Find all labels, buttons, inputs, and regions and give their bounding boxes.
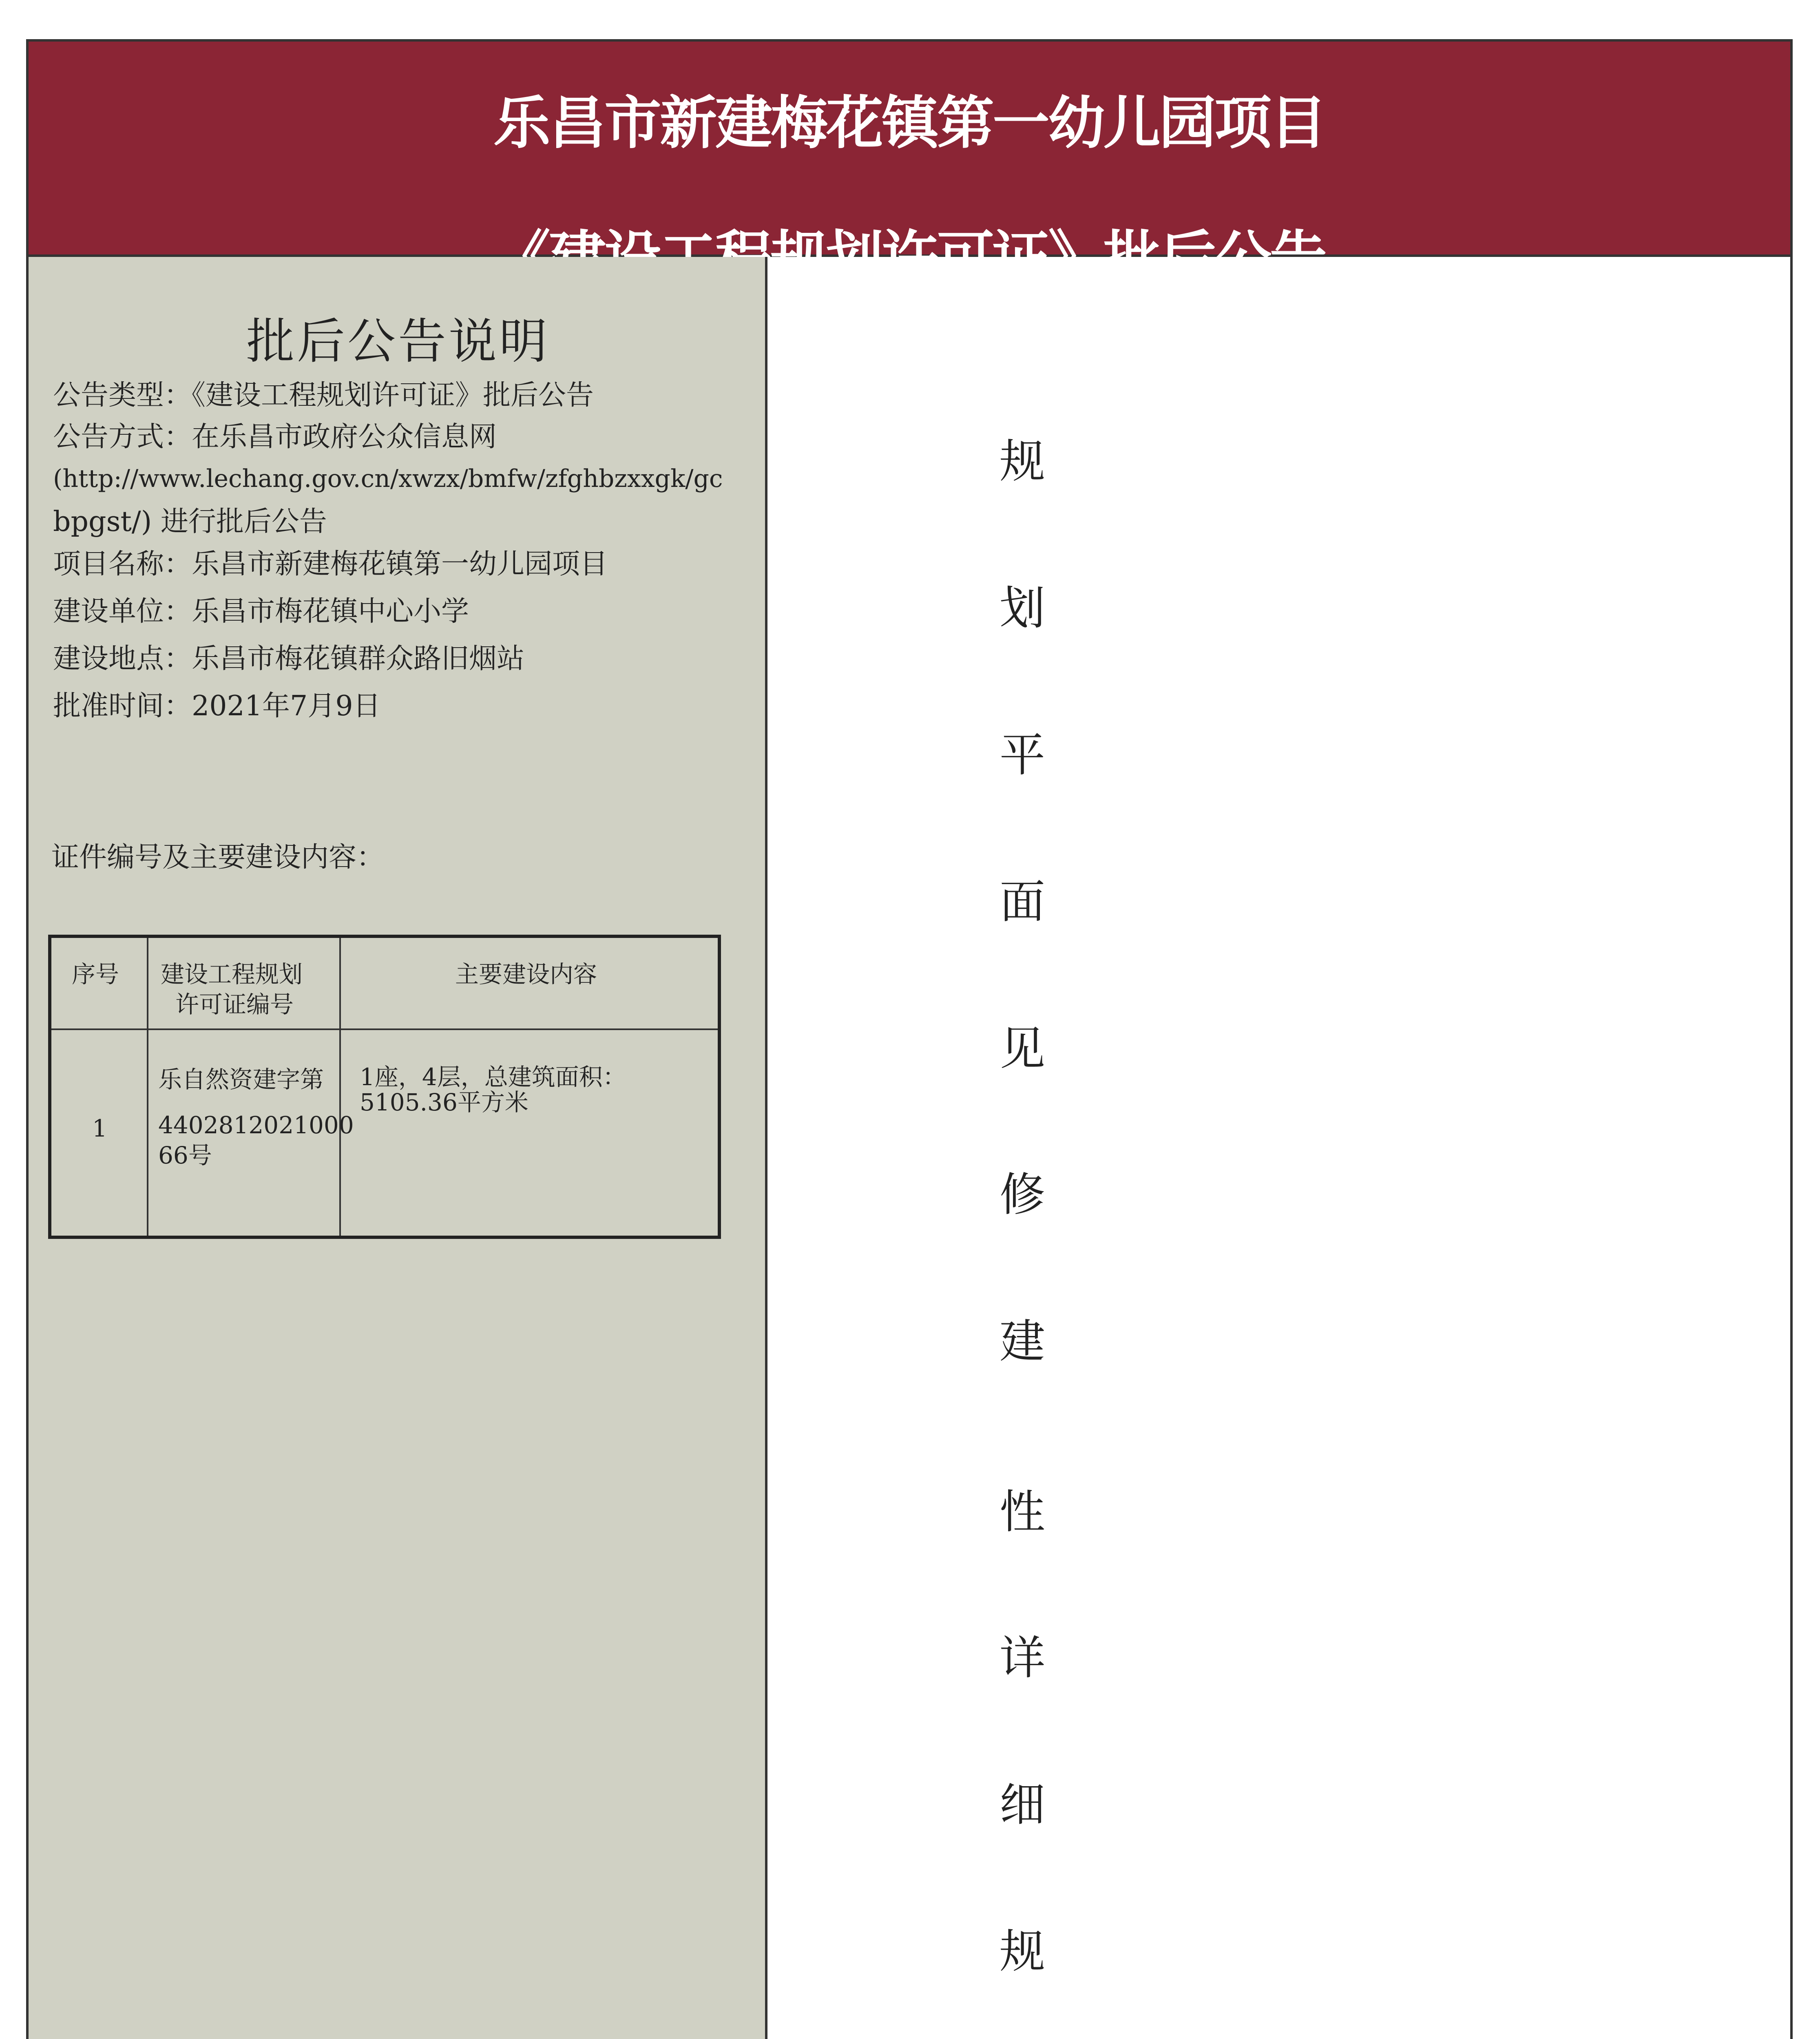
approval-date: 批准时间：2021年7月9日 (53, 690, 381, 722)
plan-text-char: 划 (1000, 582, 1045, 635)
table-cell-permit (158, 1064, 354, 1170)
table-header-seq: 序号 (72, 960, 119, 988)
plan-panel (767, 257, 1790, 2039)
table-cell-seq: 1 (92, 1115, 107, 1142)
plan-text-char: 规 (1000, 435, 1045, 488)
table-header-content: 主要建设内容 (455, 960, 597, 988)
plan-text-char: 性 (1000, 1486, 1045, 1539)
notice-title: 批后公告说明 (246, 313, 550, 369)
plan-text-char: 细 (1000, 1778, 1045, 1831)
table-divider (147, 938, 148, 1236)
table-divider (51, 1028, 718, 1030)
plan-text-char: 详 (1000, 1632, 1045, 1685)
header-title-line1: 乐昌市新建梅花镇第一幼儿园项目 (493, 90, 1325, 157)
table-cell-permit-line3: 66号 (158, 1141, 212, 1169)
table-header-permit (161, 959, 303, 1020)
table-cell-permit-line1: 乐自然资建字第 (158, 1066, 324, 1093)
plan-text-char: 见 (1000, 1022, 1045, 1075)
notice-url-line2: bpgst/) 进行批后公告 (53, 506, 327, 538)
table-cell-content (360, 1064, 626, 1115)
table-header-permit-line2: 许可证编号 (175, 991, 294, 1018)
notice-panel (29, 257, 767, 2039)
table-cell-content-line2: 5105.36平方米 (360, 1088, 529, 1116)
construction-unit: 建设单位：乐昌市梅花镇中心小学 (53, 595, 469, 628)
section-label: 证件编号及主要建设内容： (51, 841, 385, 874)
plan-text-char: 面 (1000, 876, 1045, 929)
plan-text-char: 建 (1000, 1315, 1045, 1368)
table-header-permit-line1: 建设工程规划 (161, 960, 303, 988)
notice-type: 公告类型：《建设工程规划许可证》批后公告 (53, 379, 594, 411)
table-cell-content-line1: 1座，4层，总建筑面积： (360, 1063, 626, 1091)
header-banner (29, 42, 1790, 257)
notice-url-line1: (http://www.lechang.gov.cn/xwzx/bmfw/zfghbzxxgk/gc (53, 464, 723, 493)
notice-method: 公告方式：在乐昌市政府公众信息网 (53, 421, 497, 453)
plan-text-char: 平 (1000, 729, 1045, 782)
construction-site: 建设地点：乐昌市梅花镇群众路旧烟站 (53, 643, 525, 675)
plan-text-char: 修 (1000, 1168, 1045, 1221)
project-name: 项目名称：乐昌市新建梅花镇第一幼儿园项目 (53, 548, 608, 580)
table-cell-permit-line2: 4402812021000 (158, 1111, 354, 1139)
notice-board (26, 39, 1793, 2039)
permit-table (48, 935, 721, 1239)
plan-text-char: 规 (1000, 1925, 1045, 1978)
